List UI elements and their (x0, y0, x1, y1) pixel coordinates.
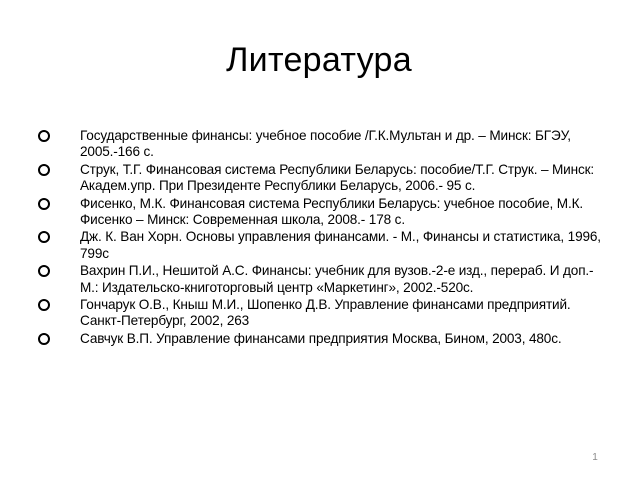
reference-item (38, 196, 608, 229)
reference-text: Савчук В.П. Управление финансами предприятия Москва, Бином, 2003, 480с. (80, 330, 562, 346)
reference-text: Струк, Т.Г. Финансовая система Республики Беларусь: пособие/Т.Г. Струк. – Минск: Академ.упр. При Президенте Республики Беларусь, 2006.- 95 с. (80, 161, 595, 194)
reference-text: Фисенко, М.К. Финансовая система Республики Беларусь: учебное пособие, М.К. Фисенко – Минск: Современная школа, 2008.- 178 с. (80, 195, 583, 228)
reference-text: Государственные финансы: учебное пособие /Г.К.Мультан и др. – Минск: БГЭУ, 2005.-166 с. (80, 128, 571, 160)
reference-list (38, 128, 608, 348)
circle-bullet-icon (38, 231, 50, 243)
reference-item (38, 297, 608, 330)
reference-text: Вахрин П.И., Нешитой А.С. Финансы: учебник для вузов.-2-е изд., перераб. И доп.-М.: Издательско-книготорговый центр «Маркетинг», 2002.-520с. (80, 263, 594, 295)
page-number: 1 (592, 452, 598, 463)
reference-item (38, 128, 608, 161)
reference-item (38, 331, 608, 347)
slide-title: Литература (226, 41, 412, 79)
reference-item (38, 263, 608, 296)
circle-bullet-icon (38, 299, 50, 311)
reference-text: Гончарук О.В., Кныш М.И., Шопенко Д.В. Управление финансами предприятий. Санкт-Петербург, 2002, 263 (80, 297, 571, 329)
circle-bullet-icon (38, 333, 50, 345)
circle-bullet-icon (38, 164, 50, 176)
reference-text: Дж. К. Ван Хорн. Основы управления финансами. - М., Финансы и статистика, 1996, 799с (80, 229, 601, 261)
reference-item (38, 229, 608, 262)
circle-bullet-icon (38, 265, 50, 277)
circle-bullet-icon (38, 198, 50, 210)
circle-bullet-icon (38, 130, 50, 142)
reference-item (38, 162, 608, 195)
